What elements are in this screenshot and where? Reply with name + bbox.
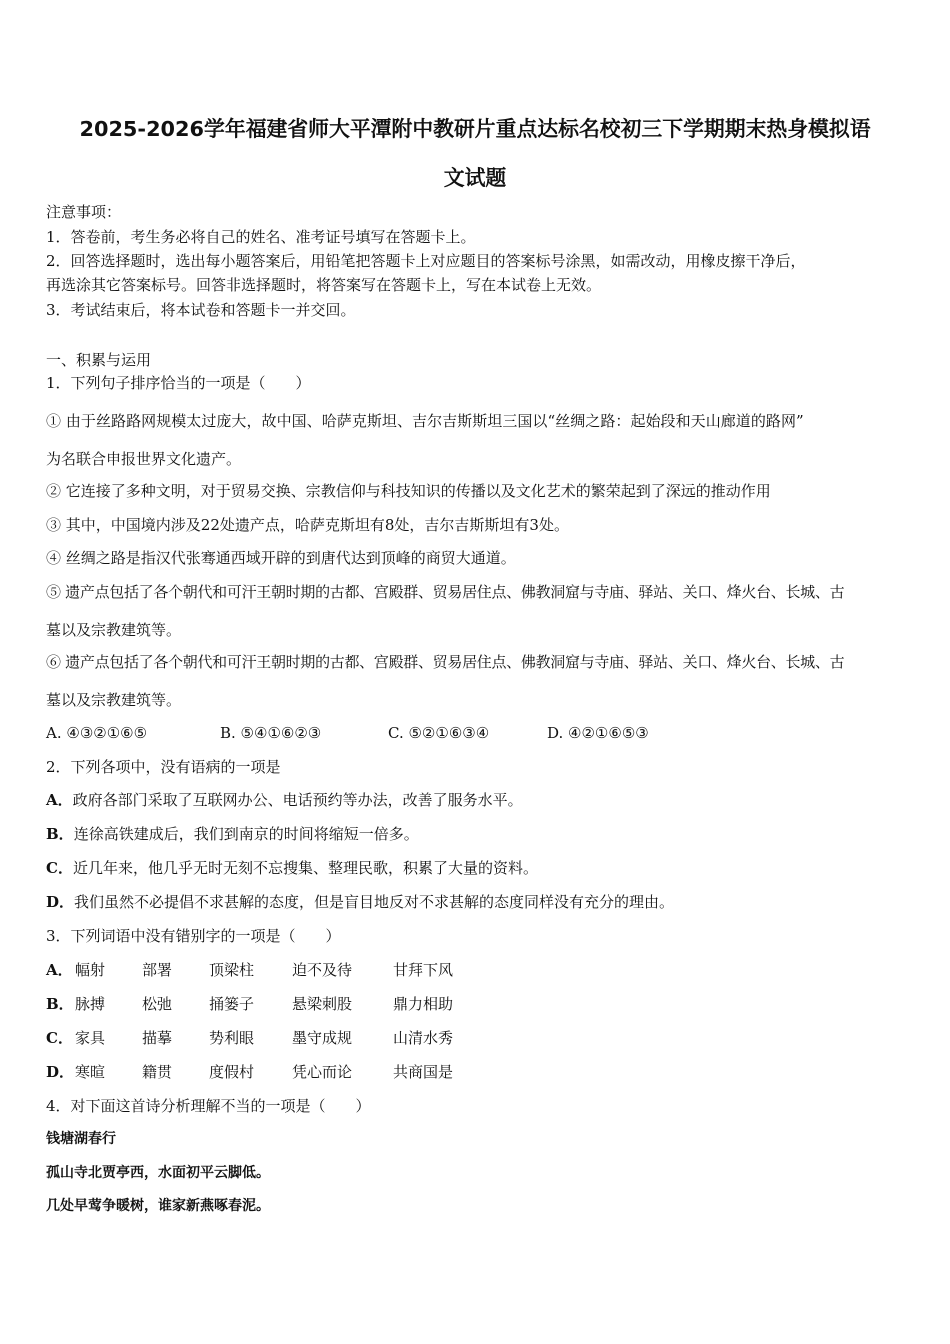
word: 描摹	[142, 1029, 173, 1047]
word: 幅射	[75, 961, 106, 979]
option-letter: B．	[46, 995, 74, 1013]
word: 籍贯	[142, 1063, 173, 1081]
word: 悬梁刺股	[292, 995, 353, 1013]
notice-heading: 注意事项：	[46, 203, 122, 221]
option-letter: A．	[46, 961, 73, 979]
question-1-sentence: ⑥ 遗产点包括了各个朝代和可汗王朝时期的古都、宫殿群、贸易居住点、佛教洞窟与寺庙、驿站、关口、烽火台、长城、古	[46, 653, 845, 671]
word: 鼎力相助	[393, 995, 454, 1013]
word: 部署	[142, 961, 173, 979]
question-2-option-b[interactable]	[46, 824, 419, 844]
option-letter: C．	[46, 1029, 73, 1047]
word: 寒暄	[75, 1063, 106, 1081]
section-heading: 一、积累与运用	[46, 351, 152, 369]
question-1-sentence: ⑤ 遗产点包括了各个朝代和可汗王朝时期的古都、宫殿群、贸易居住点、佛教洞窟与寺庙、驿站、关口、烽火台、长城、古	[46, 583, 845, 601]
word: 度假村	[209, 1063, 255, 1081]
question-1-sentence: 为名联合申报世界文化遗产。	[46, 450, 242, 468]
question-1-sentence: ② 它连接了多种文明，对于贸易交换、宗教信仰与科技知识的传播以及文化艺术的繁荣起到了深远的推动作用	[46, 482, 771, 500]
option-b[interactable]: B. ⑤④①⑥②③	[220, 724, 322, 742]
poem-title: 钱塘湖春行	[46, 1131, 116, 1147]
question-2-option-d[interactable]	[46, 892, 674, 912]
word: 家具	[75, 1029, 106, 1047]
notice-item: 再选涂其它答案标号。回答非选择题时，将答案写在答题卡上，写在本试卷上无效。	[46, 276, 602, 294]
question-1-sentence: ① 由于丝路路网规模太过庞大，故中国、哈萨克斯坦、吉尔吉斯斯坦三国以“丝绸之路：起始段和天山廊道的路网”	[46, 412, 804, 430]
question-4-stem: 4．对下面这首诗分析理解不当的一项是（ ）	[46, 1097, 371, 1115]
poem-line: 几处早莺争暖树，谁家新燕啄春泥。	[46, 1198, 270, 1214]
word: 凭心而论	[292, 1063, 353, 1081]
question-1-sentence: 墓以及宗教建筑等。	[46, 691, 182, 709]
word: 迫不及待	[292, 961, 353, 979]
question-1-stem: 1．下列句子排序恰当的一项是（ ）	[46, 374, 311, 392]
question-2-stem: 2．下列各项中，没有语病的一项是	[46, 758, 281, 776]
question-2-option-a[interactable]	[46, 790, 523, 810]
option-text: 我们虽然不必提倡不求甚解的态度，但是盲目地反对不求甚解的态度同样没有充分的理由。	[74, 893, 675, 911]
word: 脉搏	[75, 995, 106, 1013]
poem-line: 孤山寺北贾亭西，水面初平云脚低。	[46, 1165, 270, 1181]
word: 顶梁柱	[209, 961, 255, 979]
option-text: 近几年来，他几乎无时无刻不忘搜集、整理民歌，积累了大量的资料。	[72, 859, 538, 877]
word: 甘拜下风	[393, 961, 454, 979]
notice-item: 2．回答选择题时，选出每小题答案后，用铅笔把答题卡上对应题目的答案标号涂黑，如需改动，用橡皮擦干净后，	[46, 252, 806, 270]
question-3-stem: 3．下列词语中没有错别字的一项是（ ）	[46, 927, 341, 945]
notice-item: 3．考试结束后，将本试卷和答题卡一并交回。	[46, 301, 356, 319]
word: 势利眼	[209, 1029, 255, 1047]
option-letter: A．	[46, 791, 73, 809]
option-text: 政府各部门采取了互联网办公、电话预约等办法，改善了服务水平。	[72, 791, 523, 809]
question-1-sentence: 墓以及宗教建筑等。	[46, 621, 182, 639]
word: 松弛	[142, 995, 173, 1013]
option-text: 连徐高铁建成后，我们到南京的时间将缩短一倍多。	[73, 825, 419, 843]
option-c[interactable]: C. ⑤②①⑥③④	[388, 724, 490, 742]
question-1-sentence: ④ 丝绸之路是指汉代张骞通西域开辟的到唐代达到顶峰的商贸大通道。	[46, 549, 516, 567]
word: 捅篓子	[209, 995, 255, 1013]
word: 山清水秀	[393, 1029, 454, 1047]
option-letter: B．	[46, 825, 74, 843]
exam-title-line2: 文试题	[443, 166, 507, 190]
question-1-sentence: ③ 其中，中国境内涉及22处遗产点，哈萨克斯坦有8处，吉尔吉斯斯坦有3处。	[46, 516, 569, 534]
option-a[interactable]: A. ④③②①⑥⑤	[46, 724, 148, 742]
option-letter: D．	[46, 893, 75, 911]
word: 墨守成规	[292, 1029, 353, 1047]
word: 共商国是	[393, 1063, 454, 1081]
option-d[interactable]: D. ④②①⑥⑤③	[547, 724, 649, 742]
option-letter: C．	[46, 859, 73, 877]
question-2-option-c[interactable]	[46, 858, 538, 878]
exam-title-line1: 2025-2026学年福建省师大平潭附中教研片重点达标名校初三下学期期末热身模拟语	[79, 117, 871, 141]
notice-item: 1．答卷前，考生务必将自己的姓名、准考证号填写在答题卡上。	[46, 228, 476, 246]
option-letter: D．	[46, 1063, 75, 1081]
